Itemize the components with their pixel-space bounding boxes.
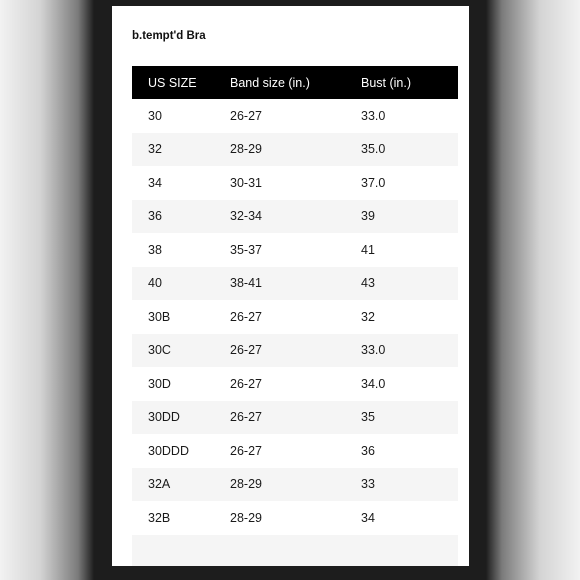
cell-band-size: 28-29 [230, 510, 262, 525]
cell-band-size: 26-27 [230, 376, 262, 391]
cell-band-size: 38-41 [230, 267, 361, 301]
cell-band-size: 26-27 [230, 443, 262, 458]
cell-band-size: 26-27 [230, 309, 262, 324]
cell-us-size: 36 [132, 200, 230, 234]
cell-us-size: 32B [148, 510, 171, 525]
table-header-row [132, 66, 458, 99]
cell-us-size: 30B [148, 309, 171, 324]
size-chart-sheet [112, 6, 469, 566]
cell-us-size [132, 535, 230, 567]
table-row [132, 401, 458, 435]
cell-band-size: 35-37 [230, 242, 262, 257]
cell-band-size: 30-31 [230, 175, 262, 190]
cell-bust: 32 [361, 309, 375, 324]
cell-bust: 41 [361, 242, 375, 257]
cell-bust [361, 535, 458, 567]
cell-us-size: 38 [148, 242, 162, 257]
cell-bust: 39 [361, 200, 458, 234]
cell-bust: 36 [361, 443, 375, 458]
cell-band-size [230, 535, 361, 567]
table-row [132, 334, 458, 368]
column-header-band-size: Band size (in.) [230, 66, 361, 99]
cell-bust: 35.0 [361, 133, 458, 167]
table-row [132, 434, 458, 468]
table-row [132, 233, 458, 267]
column-header-bust: Bust (in.) [361, 66, 458, 99]
cell-band-size: 32-34 [230, 200, 361, 234]
table-row [132, 99, 458, 133]
cell-us-size: 30D [148, 376, 171, 391]
cell-bust: 35 [361, 401, 458, 435]
table-row [132, 367, 458, 401]
cell-bust: 33.0 [361, 334, 458, 368]
cell-band-size: 28-29 [230, 468, 361, 502]
table-row [132, 267, 458, 301]
table-row [132, 501, 458, 535]
cell-band-size: 26-27 [230, 401, 361, 435]
cell-bust: 33 [361, 468, 458, 502]
table-row [132, 166, 458, 200]
table-row [132, 200, 458, 234]
table-row [132, 535, 458, 567]
cell-bust: 33.0 [361, 108, 386, 123]
table-row [132, 300, 458, 334]
cell-us-size: 30 [148, 108, 162, 123]
cell-us-size: 34 [148, 175, 162, 190]
cell-bust: 34 [361, 510, 375, 525]
size-chart-title: b.tempt'd Bra [132, 30, 206, 42]
cell-bust: 37.0 [361, 175, 386, 190]
table-row [132, 468, 458, 502]
cell-us-size: 40 [132, 267, 230, 301]
size-chart-table [132, 66, 458, 566]
cell-bust: 34.0 [361, 376, 386, 391]
column-header-us-size: US SIZE [132, 66, 230, 99]
cell-us-size: 30DDD [148, 443, 189, 458]
cell-bust: 43 [361, 267, 458, 301]
cell-us-size: 30DD [132, 401, 230, 435]
cell-band-size: 26-27 [230, 334, 361, 368]
cell-band-size: 28-29 [230, 133, 361, 167]
table-row [132, 133, 458, 167]
cell-us-size: 32A [132, 468, 230, 502]
cell-band-size: 26-27 [230, 108, 262, 123]
cell-us-size: 30C [132, 334, 230, 368]
cell-us-size: 32 [132, 133, 230, 167]
